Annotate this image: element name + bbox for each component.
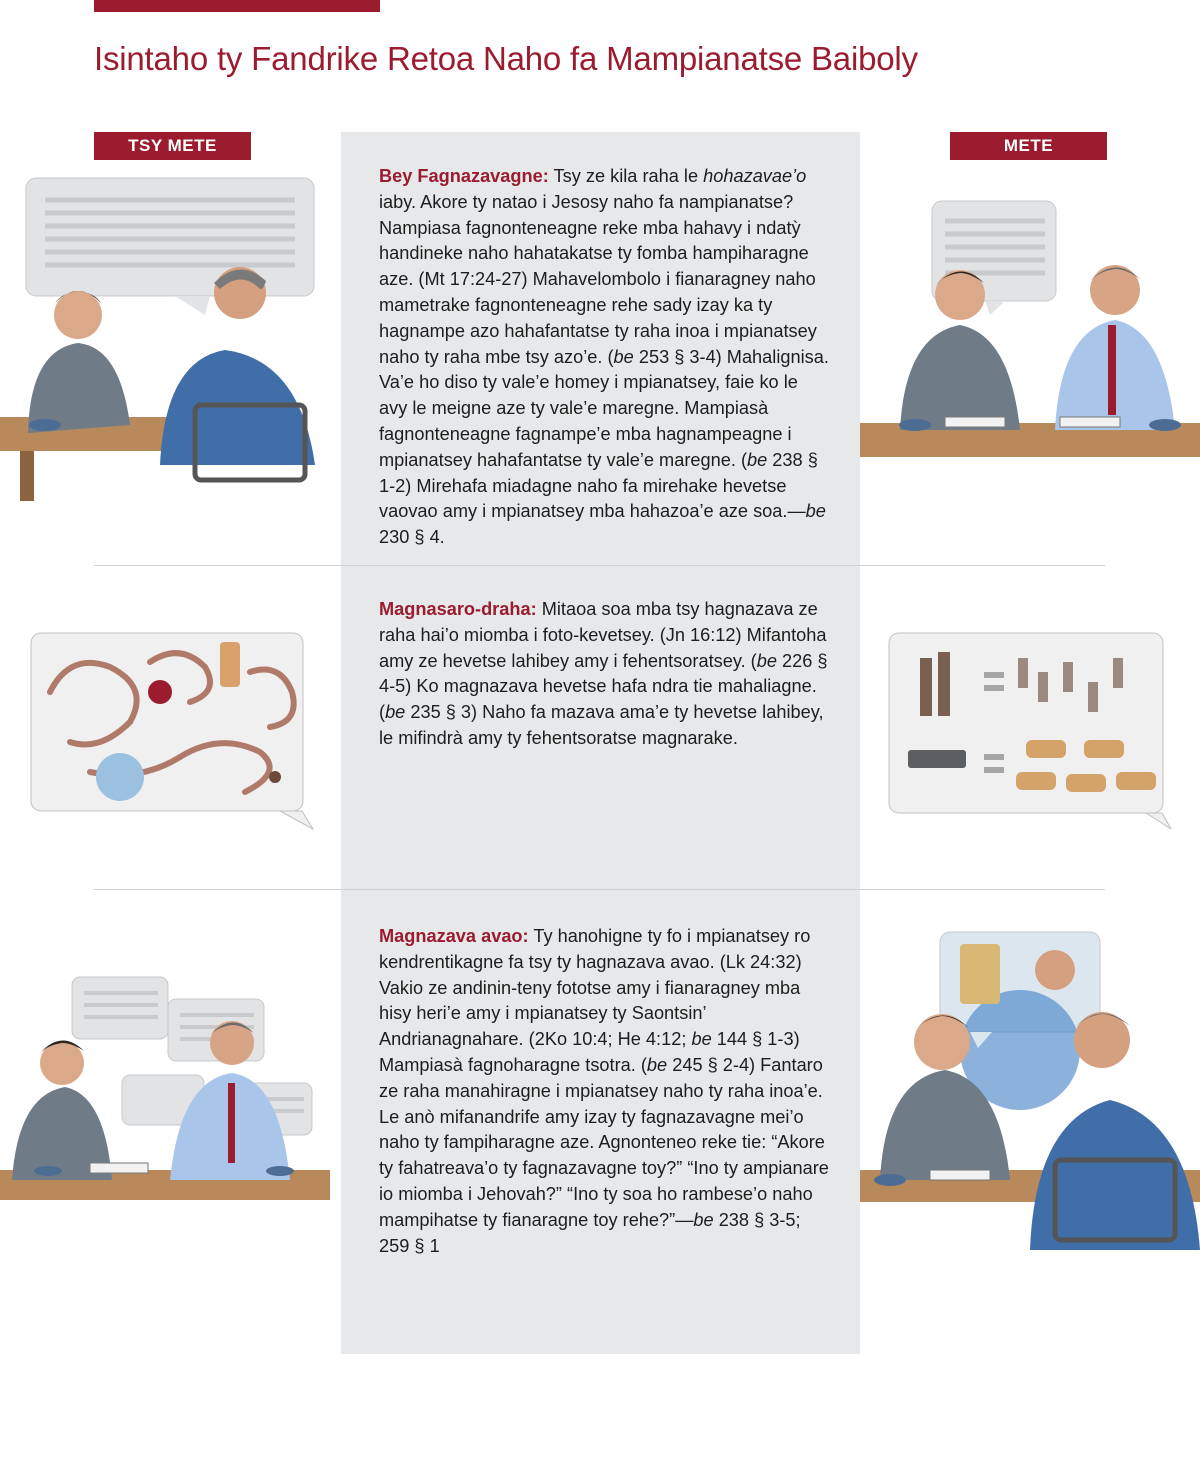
text-run: 235 § 3) Naho fa mazava ama’e ty hevetse lahibey, le mifindrà amy ty fehentsoratse magnarake. xyxy=(379,702,824,748)
reference-abbr: be xyxy=(613,346,634,367)
text-run: 238 § 1-2) Mirehafa miadagne naho fa mirehake hevetse vaovao amy i mpianatsey mba hahazoa’e aze soa.— xyxy=(379,449,818,522)
text-run: Mitaoa soa mba tsy hagnazava ze raha hai’o miomba i foto-kevetsey. (Jn 16:12) Mifantoha amy ze hevetse lahibey amy i fehentsoratsey. ( xyxy=(379,599,827,671)
reference-abbr: be xyxy=(747,449,768,470)
reference-abbr: be xyxy=(805,501,826,522)
reference-abbr: be xyxy=(756,650,777,671)
section-2-heading: Magnasaro-draha: xyxy=(379,599,537,619)
illustration-comparison xyxy=(888,632,1180,832)
section-divider xyxy=(94,565,1105,566)
illustration-bible-timeline xyxy=(30,632,320,832)
label-ok: METE xyxy=(950,132,1107,160)
reference-abbr: be xyxy=(693,1209,714,1230)
text-run: 230 § 4. xyxy=(379,527,445,548)
text-run: 253 § 3-4) Mahalignisa. Va’e ho diso ty vale’e homey i mpianatsey, faie ko le avy le meigne aze ty vale’e maregne. Mampiasà fagnonteneagne fagnampe’e mba hagnampeagne i mpianatsey hahafantatse ty vale’e maregne. ( xyxy=(379,346,829,470)
reference-abbr: be xyxy=(385,702,406,723)
text-run: iaby. Akore ty natao i Jesosy naho fa nampianatse? Nampiasa fagnonteneagne reke mba hahavy i ndatỳ handineke naho hahatakatse ty fomba hampiharagne aze. (Mt 17:24-27) Mahavelombolo i fianaragney naho mametrake fagnonteneagne rehe sady izay ka ty hagnampe azo hahafantatse ty raha inoa i mpianatsey naho ty raha mbe tsy azo’e. ( xyxy=(379,191,817,367)
section-2-text xyxy=(379,597,831,752)
illustration-students-bored xyxy=(0,175,340,505)
text-run: Ty hanohigne ty fo i mpianatsey ro kendrentikagne fa tsy ty hagnazava avao. (Lk 24:32) Vakio ze andinin-teny fototse amy i fianaragney mba hisy heri’e amy i mpianatsey ty Saontsin’ Andrianagnahare. (2Ko 10:4; He 4:12; xyxy=(379,926,811,1050)
text-run: Tsy ze kila raha le xyxy=(548,166,704,186)
illustration-paradise-bubble xyxy=(860,930,1200,1275)
emphasis: hohazavae’o xyxy=(703,166,807,186)
text-run: 226 § 4-5) Ko magnazava hevetse hafa ndra tie mahaliagne. ( xyxy=(379,650,828,723)
illustration-students-puzzled xyxy=(0,975,340,1245)
section-1-text xyxy=(379,164,831,551)
text-run: 238 § 3-5; 259 § 1 xyxy=(379,1209,801,1256)
section-1-heading: Bey Fagnazavagne: xyxy=(379,166,549,186)
label-not-ok: TSY METE xyxy=(94,132,251,160)
section-3-text xyxy=(379,924,831,1259)
reference-abbr: be xyxy=(646,1054,668,1075)
section-3-heading: Magnazava avao: xyxy=(379,926,529,946)
top-accent-bar xyxy=(94,0,380,12)
section-divider xyxy=(94,889,1105,890)
text-run: 245 § 2-4) Fantaro ze raha manahiragne i mpianatsey naho ty raha inoa’e. Le anò mifanandrife amy izay ty fagnazavagne mei’o naho ty fampiharagne aze. Agnonteneo reke tie: “Akore ty fahatreava’o ty fagnazavagne toy?” “Ino ty ampianare io miomba i Jehovah?” “Ino ty soa ho rambese’o naho mampihatse ty fianaragne toy rehe?”— xyxy=(379,1054,829,1230)
reference-abbr: be xyxy=(691,1029,712,1050)
illustration-students-engaged xyxy=(860,195,1200,495)
text-run: 144 § 1-3) Mampiasà fagnoharagne tsotra. ( xyxy=(379,1029,800,1075)
page-title: Isintaho ty Fandrike Retoa Naho fa Mampianatse Baiboly xyxy=(94,40,918,77)
